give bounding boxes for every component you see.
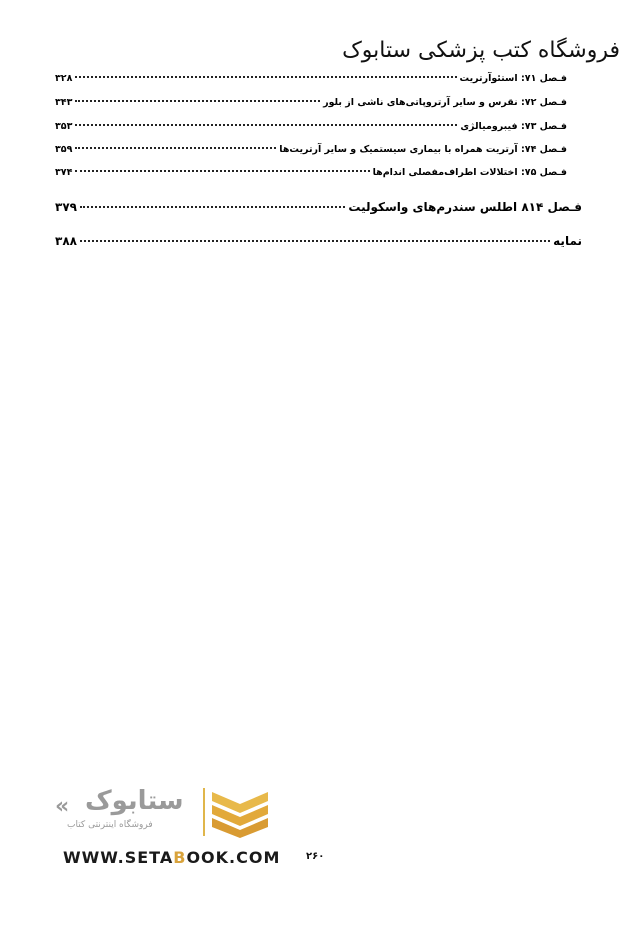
toc-index-entry[interactable] — [55, 234, 582, 248]
toc-entry[interactable] — [55, 167, 567, 178]
dot-leader — [80, 240, 550, 242]
toc-entry-label: فـصل ۷۵: اختلالات اطراف‌مفصلی اندام‌ها — [372, 167, 567, 178]
dot-leader — [75, 76, 456, 78]
toc-entry[interactable] — [55, 73, 567, 84]
book-chevron-icon — [210, 788, 270, 838]
toc-entry-page: ۳۲۸ — [55, 73, 73, 84]
toc-entry-label: فـصل ۷۳: فیبرومیالژی — [460, 121, 567, 132]
logo-brand: ستابوک — [85, 786, 184, 816]
dot-leader — [75, 124, 457, 126]
toc-entry-page: ۳۴۳ — [55, 97, 73, 108]
double-chevron-icon: « — [55, 794, 70, 819]
toc-entry[interactable] — [55, 97, 567, 108]
toc-entry-label: فـصل ۷۲: نقرس و سایر آرتروپاتی‌های ناشی از بلور — [323, 97, 567, 108]
dot-leader — [75, 100, 320, 102]
dot-leader — [75, 147, 276, 149]
toc-entry-page: ۳۷۴ — [55, 167, 73, 178]
logo-divider — [203, 788, 205, 836]
website-prefix: WWW.SETA — [63, 848, 174, 867]
website-suffix: OOK.COM — [186, 848, 281, 867]
logo-subtitle: فروشگاه اینترنتی کتاب — [67, 820, 153, 830]
toc-entry[interactable] — [55, 121, 567, 132]
page-number: ۲۶۰ — [306, 851, 325, 862]
toc-index-label: نمایه — [553, 234, 582, 248]
website-accent-letter: B — [173, 848, 187, 867]
dot-leader — [75, 170, 369, 172]
website-url[interactable] — [63, 848, 280, 867]
toc-entry[interactable] — [55, 144, 567, 155]
toc-part-label: فـصل ۸۱۴ اطلس سندرم‌های واسکولیت — [348, 200, 582, 214]
toc-entry-page: ۳۵۳ — [55, 121, 73, 132]
store-title: فروشگاه کتب پزشکی ستابوک — [342, 38, 620, 63]
logo-text-group — [55, 786, 195, 841]
dot-leader — [80, 206, 345, 208]
toc-entry-label: فـصل ۷۱: استئوآرتریت — [459, 73, 567, 84]
setabook-logo — [55, 786, 270, 841]
toc-index-page: ۳۸۸ — [55, 234, 77, 248]
toc-part-entry[interactable] — [55, 200, 582, 214]
toc-entry-page: ۳۵۹ — [55, 144, 73, 155]
toc-entry-label: فـصل ۷۴: آرتریت همراه با بیماری سیستمیک و سایر آرتریت‌ها — [279, 144, 567, 155]
toc-part-page: ۳۷۹ — [55, 200, 77, 214]
